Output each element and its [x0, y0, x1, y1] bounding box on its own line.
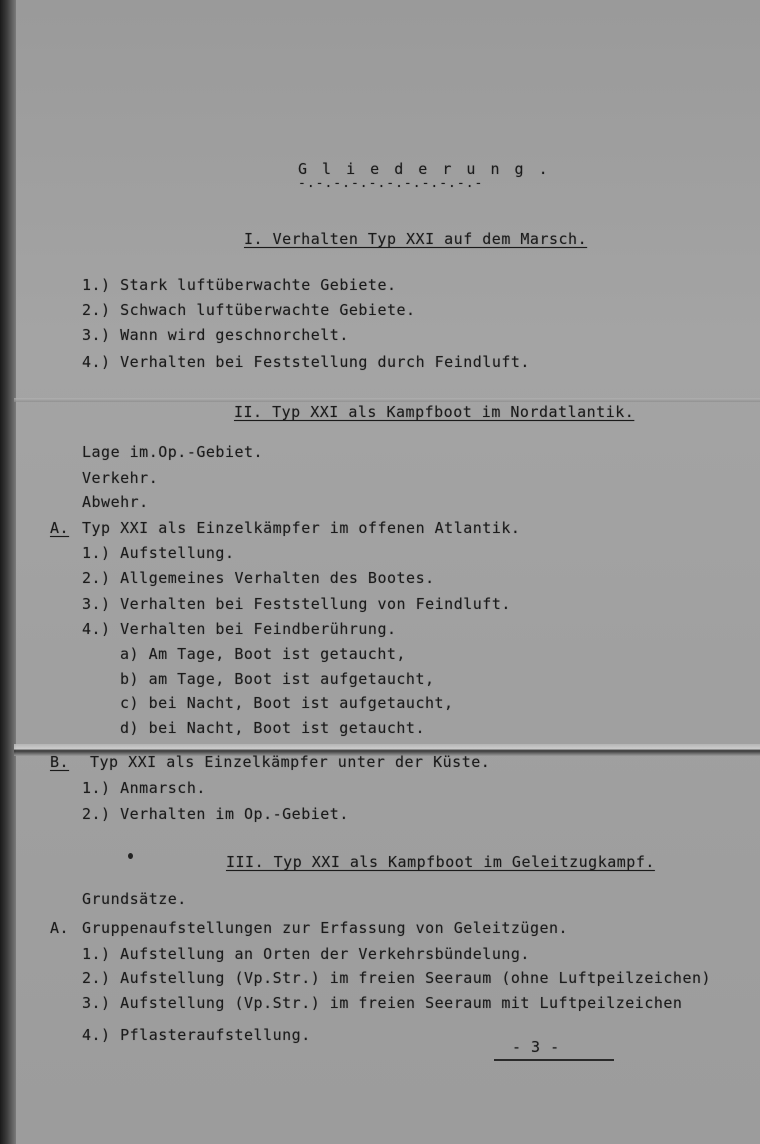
- sub-item: c) bei Nacht, Boot ist aufgetaucht,: [120, 694, 454, 712]
- document-title: G l i e d e r u n g .: [298, 160, 551, 178]
- list-item: 2.) Schwach luftüberwachte Gebiete.: [82, 301, 416, 319]
- section-3-a-label: A.: [50, 919, 70, 937]
- list-item: 4.) Pflasteraufstellung.: [82, 1026, 311, 1044]
- list-item: 1.) Aufstellung.: [82, 544, 235, 562]
- section-2-heading: II. Typ XXI als Kampfboot im Nordatlantik.: [234, 403, 635, 421]
- page-number: - 3 -: [512, 1038, 560, 1056]
- list-item: Lage im.Op.-Gebiet.: [82, 443, 264, 461]
- section-2-b-label: B.: [50, 753, 70, 771]
- list-item: 2.) Verhalten im Op.-Gebiet.: [82, 805, 349, 823]
- section-1-heading: I. Verhalten Typ XXI auf dem Marsch.: [244, 230, 588, 248]
- list-item: 2.) Aufstellung (Vp.Str.) im freien Seeraum (ohne Luftpeilzeichen): [82, 969, 712, 987]
- list-item: Abwehr.: [82, 493, 149, 511]
- sub-item: a) Am Tage, Boot ist getaucht,: [120, 645, 406, 663]
- section-3-a-text: Gruppenaufstellungen zur Erfassung von Geleitzügen.: [82, 919, 569, 937]
- section-2-a-label: A.: [50, 519, 70, 537]
- section-3-heading: III. Typ XXI als Kampfboot im Geleitzugkampf.: [226, 853, 655, 871]
- list-item: 3.) Verhalten bei Feststellung von Feindluft.: [82, 595, 511, 613]
- list-item: 3.) Aufstellung (Vp.Str.) im freien Seeraum mit Luftpeilzeichen: [82, 994, 683, 1012]
- sub-item: d) bei Nacht, Boot ist getaucht.: [120, 719, 425, 737]
- ink-dot: [128, 853, 133, 859]
- page-edge-shadow: [0, 0, 16, 1144]
- list-item: 4.) Verhalten bei Feststellung durch Feindluft.: [82, 353, 530, 371]
- page-number-rule: [494, 1059, 614, 1061]
- list-item: 2.) Allgemeines Verhalten des Bootes.: [82, 569, 435, 587]
- list-item: 3.) Wann wird geschnorchelt.: [82, 326, 349, 344]
- section-2-a-text: Typ XXI als Einzelkämpfer im offenen Atlantik.: [82, 519, 521, 537]
- list-item: 1.) Aufstellung an Orten der Verkehrsbündelung.: [82, 945, 530, 963]
- list-item: 1.) Stark luftüberwachte Gebiete.: [82, 276, 397, 294]
- list-item: Verkehr.: [82, 469, 159, 487]
- sub-item: b) am Tage, Boot ist aufgetaucht,: [120, 670, 435, 688]
- title-underline: -.-.-.-.-.-.-.-.-.-.-: [298, 176, 484, 191]
- list-item: 1.) Anmarsch.: [82, 779, 206, 797]
- list-item: 4.) Verhalten bei Feindberührung.: [82, 620, 397, 638]
- section-2-b-text: Typ XXI als Einzelkämpfer unter der Küste.: [90, 753, 491, 771]
- list-item: Grundsätze.: [82, 890, 187, 908]
- page-crease: [14, 398, 760, 402]
